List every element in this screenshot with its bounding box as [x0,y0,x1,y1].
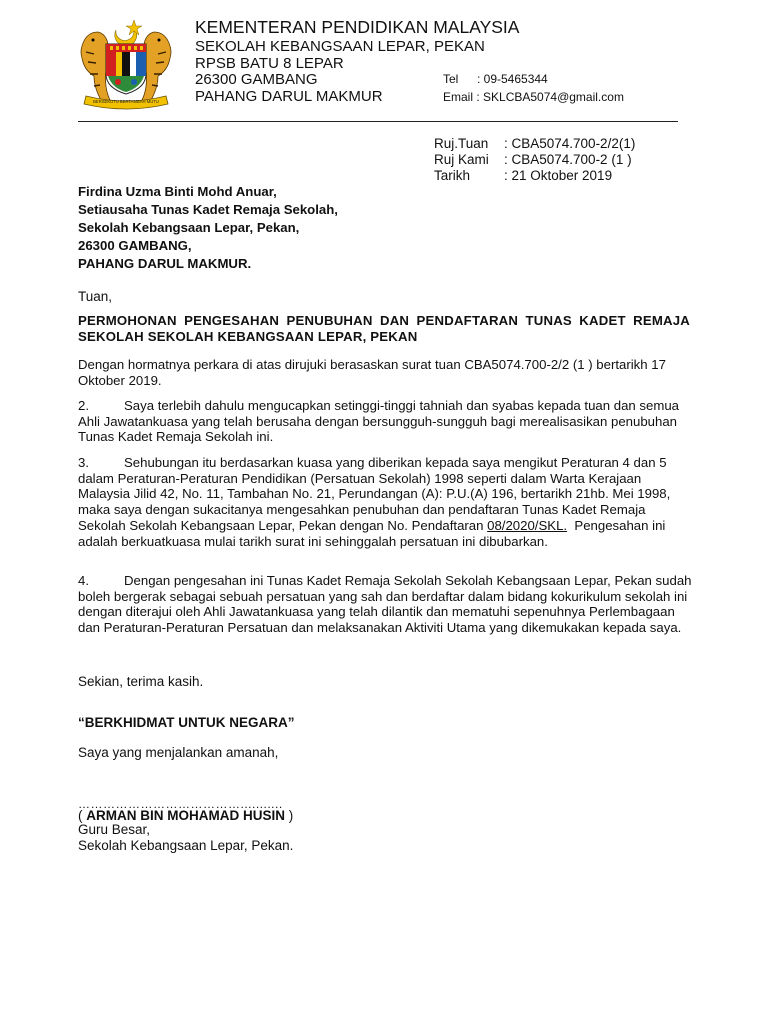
ruj-kami-value: : CBA5074.700-2 (1 ) [504,152,632,167]
ministry-title: KEMENTERAN PENDIDIKAN MALAYSIA [195,17,520,37]
header-divider [78,121,678,122]
tarikh-row [434,168,635,184]
signer-close: ) [285,808,294,823]
contact-email [443,90,624,104]
reference-block [434,136,635,184]
recipient-position: Setiausaha Tunas Kadet Remaja Sekolah, [78,202,338,217]
recipient-state: PAHANG DARUL MAKMUR. [78,256,252,271]
tarikh-value: : 21 Oktober 2019 [504,168,613,183]
signer-name: ARMAN BIN MOHAMAD HUSIN [86,808,285,823]
recipient-postcode: 26300 GAMBANG, [78,238,192,253]
contact-tel [443,72,548,86]
paragraph-number: 3. [78,455,89,470]
email-value: : SKLCBA5074@gmail.com [476,90,624,104]
ruj-tuan-row [434,136,635,152]
address-line-3: PAHANG DARUL MAKMUR [195,88,383,105]
salutation: Tuan, [78,289,113,304]
malaysia-coat-of-arms-icon [76,16,176,112]
paragraph-text-cont: Pengesahan ini adalah berkuatkuasa mulai tarikh surat ini sehinggalah persatuan ini dibubarkan. [78,517,666,549]
signature-dots: …………………………………........... [78,797,283,811]
ruj-kami-label: Ruj Kami [434,152,489,167]
letter-subject: PERMOHONAN PENGESAHAN PENUBUHAN DAN PENDAFTARAN TUNAS KADET REMAJA SEKOLAH SEKOLAH KEBANGSAAN LEPAR, PEKAN [78,313,690,344]
signer-role: Guru Besar, [78,822,151,837]
paragraph-number: 2. [78,398,89,413]
ruj-kami-row [434,152,635,168]
address-line-1: RPSB BATU 8 LEPAR [195,55,344,72]
tel-value: : 09-5465344 [477,72,548,86]
paragraph-4 [78,573,696,636]
ruj-tuan-label: Ruj.Tuan [434,136,489,151]
paragraph-3 [78,455,696,549]
school-name: SEKOLAH KEBANGSAAN LEPAR, PEKAN [195,38,485,55]
recipient-address [78,183,338,273]
signer-open: ( [78,808,87,823]
closing-motto: “BERKHIDMAT UNTUK NEGARA” [78,715,295,730]
address-line-2: 26300 GAMBANG [195,71,318,88]
paragraph-2 [78,398,696,445]
closing-thanks: Sekian, terima kasih. [78,674,204,689]
tarikh-label: Tarikh [434,168,471,183]
ruj-tuan-value: : CBA5074.700-2/2(1) [504,136,636,151]
signer-line [78,808,293,823]
signer-school: Sekolah Kebangsaan Lepar, Pekan. [78,838,294,853]
crest-motto: BERSEKUTU BERTAMBAH MUTU [93,99,159,104]
paragraph-number: 4. [78,573,89,588]
recipient-school: Sekolah Kebangsaan Lepar, Pekan, [78,220,300,235]
email-label: Email [443,90,474,104]
registration-number: 08/2020/SKL. [487,517,568,533]
recipient-name: Firdina Uzma Binti Mohd Anuar, [78,184,277,199]
closing-trust: Saya yang menjalankan amanah, [78,745,279,760]
paragraph-1: Dengan hormatnya perkara di atas dirujuki berasaskan surat tuan CBA5074.700-2/2 (1 ) bertarikh 17 Oktober 2019. [78,357,666,388]
paragraph-text: Sehubungan itu berdasarkan kuasa yang diberikan kepada saya mengikut Peraturan 4 dan 5 dalam Peraturan-Peraturan Pendidikan (Persatuan Sekolah) 1998 seperti dalam Warta Kerajaan Malaysia Jilid 42, No. 11, Tambahan No. 21, Perundangan (A): P.U.(A) 196, bertarikh 21hb. Mei 1998, maka saya dengan sukacitanya mengesahkan penubuhan dan pendaftaran Tunas Kadet Remaja Sekolah Sekolah Kebangsaan Lepar, Pekan dengan No. Pendaftaran [78,455,671,533]
paragraph-text: Dengan pengesahan ini Tunas Kadet Remaja Sekolah Sekolah Kebangsaan Lepar, Pekan sudah boleh bergerak sebagai sebuah persatuan yang sah dan berdaftar dalam bidang kokurikulum sekolah ini dengan diterajui oleh Ahli Jawatankuasa yang telah dilantik dan mematuhi sepenuhnya Perlembagaan dan Peraturan-Peraturan Persatuan dan melaksanakan Aktiviti Utama yang dikemukakan kepada saya. [78,573,692,636]
paragraph-text: Saya terlebih dahulu mengucapkan setinggi-tinggi tahniah dan syabas kepada tuan dan semua Ahli Jawatankuasa yang telah berusaha dengan bersungguh-sungguh bagi merealisasikan penubuhan Tunas Kadet Remaja Sekolah ini. [78,398,680,445]
tel-label: Tel [443,72,459,86]
